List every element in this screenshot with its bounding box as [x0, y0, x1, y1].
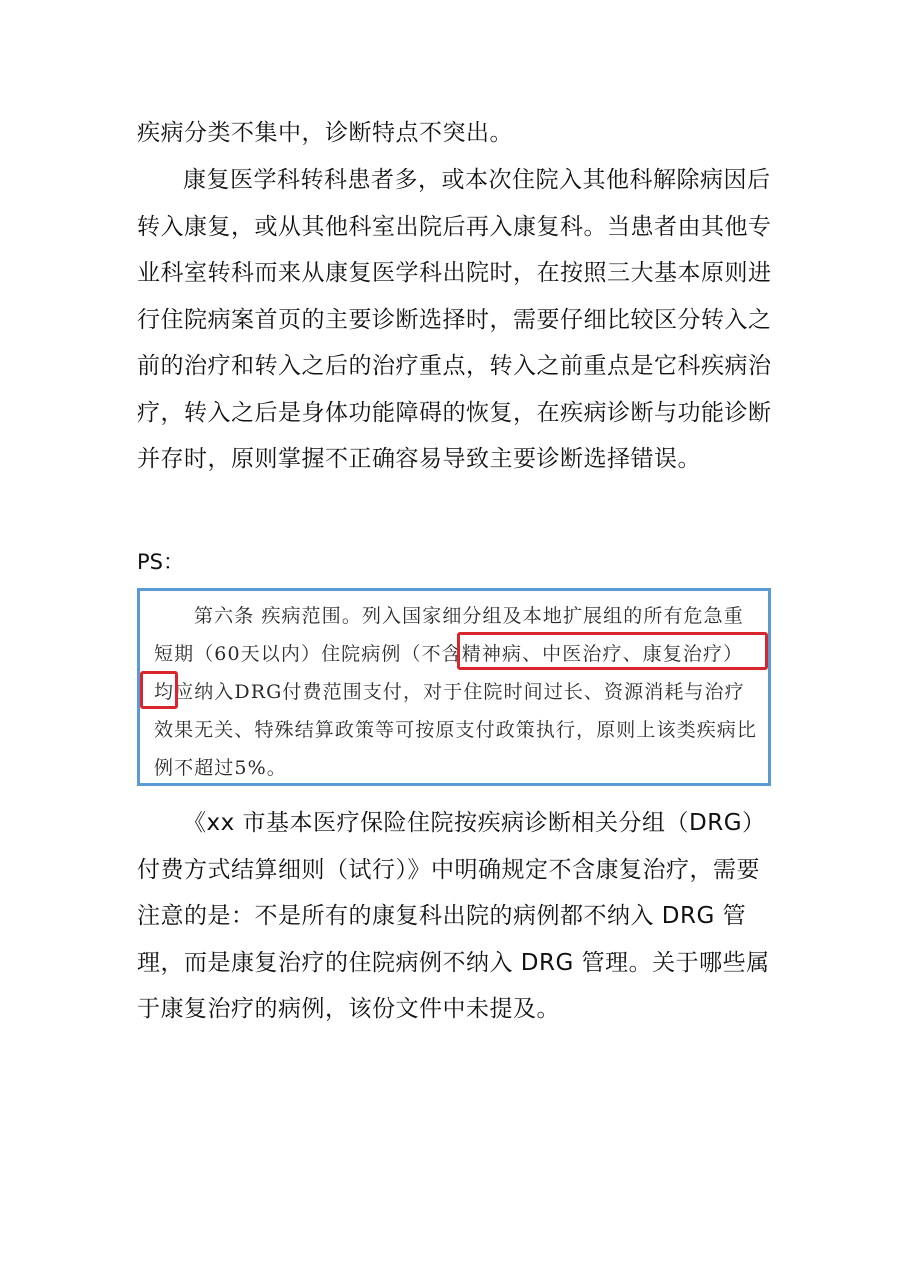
highlight-box-exclusions [457, 632, 768, 670]
excerpt-box [137, 588, 771, 786]
ps-label: PS： [137, 550, 184, 574]
excerpt-body: 第六条 疾病范围。列入国家细分组及本地扩展组的所有危急重短期（60天以内）住院病例（不含精神病、中医治疗、康复治疗）均应纳入DRG付费范围支付，对于住院时间过长、资源消耗与治疗效果无关、特殊结算政策等可按原支付政策执行，原则上该类疾病比例不超过5%。 [154, 605, 758, 779]
paragraph-3: 《xx 市基本医疗保险住院按疾病诊断相关分组（DRG）付费方式结算细则（试行）》中明确规定不含康复治疗，需要注意的是：不是所有的康复科出院的病例都不纳入 DRG 管理，而是康复治疗的住院病例不纳入 DRG 管理。关于哪些属于康复治疗的病例，该份文件中未提及。 [137, 810, 770, 1022]
paragraph-2: 康复医学科转科患者多，或本次住院入其他科解除病因后转入康复，或从其他科室出院后再入康复科。当患者由其他专业科室转科而来从康复医学科出院时，在按照三大基本原则进行住院病案首页的主要诊断选择时，需要仔细比较区分转入之前的治疗和转入之后的治疗重点，转入之前重点是它科疾病治疗，转入之后是身体功能障碍的恢复，在疾病诊断与功能诊断并存时，原则掌握不正确容易导致主要诊断选择错误。 [137, 167, 772, 472]
paragraph-1: 疾病分类不集中，诊断特点不突出。 [137, 120, 513, 146]
highlight-box-exclusions-end [140, 671, 178, 709]
excerpt-text [154, 597, 760, 787]
